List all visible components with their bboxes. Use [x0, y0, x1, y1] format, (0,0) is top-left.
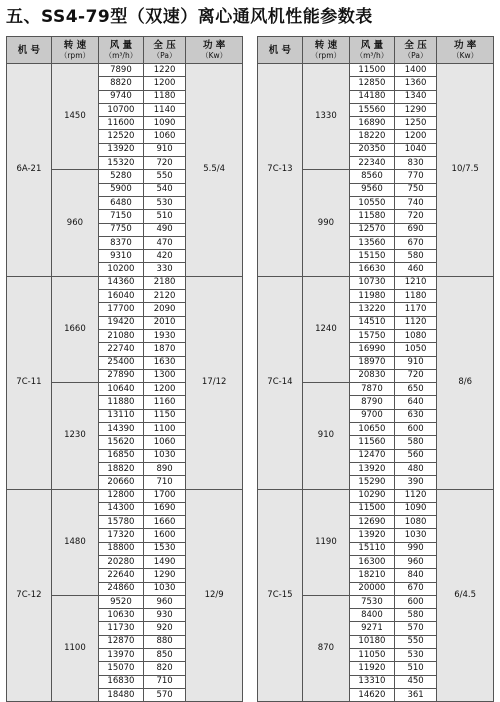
pressure-cell: 770 [394, 170, 436, 183]
pressure-cell: 1050 [394, 343, 436, 356]
pressure-cell: 1080 [394, 516, 436, 529]
pressure-cell: 1030 [394, 529, 436, 542]
flow-cell: 14360 [99, 276, 144, 289]
header-flow: 风 量 （m³/h） [350, 37, 395, 64]
pressure-cell: 910 [143, 143, 185, 156]
pressure-cell: 570 [394, 622, 436, 635]
pressure-cell: 1600 [143, 529, 185, 542]
flow-cell: 10180 [350, 635, 395, 648]
flow-cell: 14510 [350, 316, 395, 329]
flow-cell: 11600 [99, 117, 144, 130]
flow-cell: 16850 [99, 449, 144, 462]
flow-cell: 14620 [350, 688, 395, 701]
pressure-cell: 830 [394, 157, 436, 170]
flow-cell: 7870 [350, 383, 395, 396]
model-cell: 7C-15 [258, 489, 303, 702]
flow-cell: 12690 [350, 516, 395, 529]
flow-cell: 8560 [350, 170, 395, 183]
pressure-cell: 1080 [394, 329, 436, 342]
header-power-unit: （Kw） [452, 51, 479, 60]
table-row [258, 276, 494, 289]
speed-cell: 990 [302, 170, 349, 276]
pressure-cell: 1250 [394, 117, 436, 130]
pressure-cell: 530 [394, 649, 436, 662]
flow-cell: 7750 [99, 223, 144, 236]
pressure-cell: 720 [394, 210, 436, 223]
header-speed: 转 速 （rpm） [302, 37, 349, 64]
pressure-cell: 990 [394, 542, 436, 555]
flow-cell: 13920 [99, 143, 144, 156]
page-title: 五、SS4-79型（双速）离心通风机性能参数表 [6, 7, 373, 27]
pressure-cell: 640 [394, 396, 436, 409]
pressure-cell: 1220 [143, 64, 185, 77]
flow-cell: 17320 [99, 529, 144, 542]
pressure-cell: 630 [394, 409, 436, 422]
pressure-cell: 1120 [394, 489, 436, 502]
flow-cell: 11500 [350, 64, 395, 77]
flow-cell: 12850 [350, 77, 395, 90]
pressure-cell: 650 [394, 383, 436, 396]
flow-cell: 10700 [99, 103, 144, 116]
table-header-row [7, 37, 243, 64]
pressure-cell: 1040 [394, 143, 436, 156]
pressure-cell: 720 [143, 157, 185, 170]
model-cell: 7C-14 [258, 276, 303, 489]
flow-cell: 9520 [99, 595, 144, 608]
pressure-cell: 490 [143, 223, 185, 236]
flow-cell: 13560 [350, 236, 395, 249]
header-speed: 转 速 （rpm） [51, 37, 98, 64]
flow-cell: 21080 [99, 329, 144, 342]
pressure-cell: 1930 [143, 329, 185, 342]
flow-cell: 22740 [99, 343, 144, 356]
pressure-cell: 390 [394, 476, 436, 489]
speed-cell: 1240 [302, 276, 349, 382]
header-pressure-unit: （Pa） [152, 51, 177, 60]
header-power: 功 率 （Kw） [186, 37, 243, 64]
flow-cell: 8820 [99, 77, 144, 90]
pressure-cell: 670 [394, 236, 436, 249]
pressure-cell: 820 [143, 662, 185, 675]
pressure-cell: 1180 [143, 90, 185, 103]
flow-cell: 16630 [350, 263, 395, 276]
pressure-cell: 960 [394, 555, 436, 568]
pressure-cell: 1030 [143, 449, 185, 462]
flow-cell: 13110 [99, 409, 144, 422]
table-row [7, 489, 243, 502]
flow-cell: 15780 [99, 516, 144, 529]
pressure-cell: 420 [143, 250, 185, 263]
header-power: 功 率 （Kw） [437, 37, 494, 64]
flow-cell: 10730 [350, 276, 395, 289]
power-cell: 8/6 [437, 276, 494, 489]
pressure-cell: 2120 [143, 290, 185, 303]
flow-cell: 12870 [99, 635, 144, 648]
flow-cell: 11980 [350, 290, 395, 303]
header-flow-unit: （m³/h） [355, 51, 389, 60]
flow-cell: 15750 [350, 329, 395, 342]
flow-cell: 11920 [350, 662, 395, 675]
flow-cell: 16830 [99, 675, 144, 688]
pressure-cell: 1290 [394, 103, 436, 116]
flow-cell: 10640 [99, 383, 144, 396]
flow-cell: 22640 [99, 569, 144, 582]
pressure-cell: 920 [143, 622, 185, 635]
flow-cell: 7150 [99, 210, 144, 223]
pressure-cell: 450 [394, 675, 436, 688]
flow-cell: 9700 [350, 409, 395, 422]
performance-table-right [257, 36, 494, 702]
pressure-cell: 1090 [394, 502, 436, 515]
pressure-cell: 570 [143, 688, 185, 701]
flow-cell: 12520 [99, 130, 144, 143]
pressure-cell: 550 [394, 635, 436, 648]
flow-cell: 12800 [99, 489, 144, 502]
speed-cell: 1330 [302, 64, 349, 170]
flow-cell: 5900 [99, 183, 144, 196]
pressure-cell: 1630 [143, 356, 185, 369]
pressure-cell: 580 [394, 609, 436, 622]
pressure-cell: 1180 [394, 290, 436, 303]
pressure-cell: 2090 [143, 303, 185, 316]
pressure-cell: 460 [394, 263, 436, 276]
pressure-cell: 530 [143, 196, 185, 209]
flow-cell: 13310 [350, 675, 395, 688]
pressure-cell: 1150 [143, 409, 185, 422]
pressure-cell: 1290 [143, 569, 185, 582]
flow-cell: 15620 [99, 436, 144, 449]
pressure-cell: 1660 [143, 516, 185, 529]
flow-cell: 8790 [350, 396, 395, 409]
flow-cell: 15560 [350, 103, 395, 116]
pressure-cell: 1140 [143, 103, 185, 116]
flow-cell: 9560 [350, 183, 395, 196]
table-row [7, 64, 243, 77]
speed-cell: 1660 [51, 276, 98, 382]
flow-cell: 9310 [99, 250, 144, 263]
pressure-cell: 1690 [143, 502, 185, 515]
flow-cell: 18800 [99, 542, 144, 555]
model-cell: 7C-13 [258, 64, 303, 277]
flow-cell: 11500 [350, 502, 395, 515]
power-cell: 12/9 [186, 489, 243, 702]
table-body-left [7, 64, 243, 702]
pressure-cell: 890 [143, 462, 185, 475]
speed-cell: 1230 [51, 383, 98, 489]
pressure-cell: 880 [143, 635, 185, 648]
pressure-cell: 1490 [143, 555, 185, 568]
flow-cell: 17700 [99, 303, 144, 316]
flow-cell: 15150 [350, 250, 395, 263]
flow-cell: 20000 [350, 582, 395, 595]
pressure-cell: 1200 [143, 383, 185, 396]
pressure-cell: 1200 [143, 77, 185, 90]
header-pressure-unit: （Pa） [403, 51, 428, 60]
flow-cell: 10650 [350, 423, 395, 436]
flow-cell: 16990 [350, 343, 395, 356]
model-cell: 7C-12 [7, 489, 52, 702]
flow-cell: 16300 [350, 555, 395, 568]
speed-cell: 870 [302, 595, 349, 701]
header-flow-unit: （m³/h） [104, 51, 138, 60]
pressure-cell: 1400 [394, 64, 436, 77]
model-cell: 6A-21 [7, 64, 52, 277]
flow-cell: 18480 [99, 688, 144, 701]
pressure-cell: 1210 [394, 276, 436, 289]
pressure-cell: 1340 [394, 90, 436, 103]
performance-table-left [6, 36, 243, 702]
pressure-cell: 560 [394, 449, 436, 462]
pressure-cell: 710 [143, 476, 185, 489]
pressure-cell: 750 [394, 183, 436, 196]
flow-cell: 8370 [99, 236, 144, 249]
pressure-cell: 720 [394, 369, 436, 382]
pressure-cell: 580 [394, 250, 436, 263]
pressure-cell: 1300 [143, 369, 185, 382]
pressure-cell: 600 [394, 423, 436, 436]
pressure-cell: 1360 [394, 77, 436, 90]
pressure-cell: 1060 [143, 130, 185, 143]
flow-cell: 16890 [350, 117, 395, 130]
pressure-cell: 1160 [143, 396, 185, 409]
speed-cell: 1100 [51, 595, 98, 701]
flow-cell: 13220 [350, 303, 395, 316]
flow-cell: 10550 [350, 196, 395, 209]
flow-cell: 10200 [99, 263, 144, 276]
pressure-cell: 330 [143, 263, 185, 276]
flow-cell: 9740 [99, 90, 144, 103]
flow-cell: 13920 [350, 462, 395, 475]
flow-cell: 10290 [350, 489, 395, 502]
flow-cell: 25400 [99, 356, 144, 369]
header-speed-unit: （rpm） [59, 51, 90, 60]
table-body-right [258, 64, 494, 702]
pressure-cell: 470 [143, 236, 185, 249]
flow-cell: 18220 [350, 130, 395, 143]
pressure-cell: 710 [143, 675, 185, 688]
flow-cell: 13920 [350, 529, 395, 542]
pressure-cell: 1530 [143, 542, 185, 555]
speed-cell: 910 [302, 383, 349, 489]
pressure-cell: 1700 [143, 489, 185, 502]
header-power-unit: （Kw） [201, 51, 228, 60]
pressure-cell: 2010 [143, 316, 185, 329]
table-row [258, 489, 494, 502]
flow-cell: 13970 [99, 649, 144, 662]
pressure-cell: 480 [394, 462, 436, 475]
header-speed-unit: （rpm） [310, 51, 341, 60]
flow-cell: 12570 [350, 223, 395, 236]
pressure-cell: 1060 [143, 436, 185, 449]
pressure-cell: 540 [143, 183, 185, 196]
flow-cell: 18210 [350, 569, 395, 582]
power-cell: 17/12 [186, 276, 243, 489]
flow-cell: 15320 [99, 157, 144, 170]
flow-cell: 12470 [350, 449, 395, 462]
pressure-cell: 840 [394, 569, 436, 582]
table-header-row [258, 37, 494, 64]
flow-cell: 27890 [99, 369, 144, 382]
header-model: 机 号 [258, 37, 303, 64]
flow-cell: 5280 [99, 170, 144, 183]
speed-cell: 1480 [51, 489, 98, 595]
power-cell: 10/7.5 [437, 64, 494, 277]
flow-cell: 11880 [99, 396, 144, 409]
flow-cell: 19420 [99, 316, 144, 329]
speed-cell: 960 [51, 170, 98, 276]
flow-cell: 8400 [350, 609, 395, 622]
flow-cell: 20830 [350, 369, 395, 382]
table-row [7, 276, 243, 289]
pressure-cell: 1100 [143, 423, 185, 436]
flow-cell: 16040 [99, 290, 144, 303]
flow-cell: 10630 [99, 609, 144, 622]
model-cell: 7C-11 [7, 276, 52, 489]
header-flow: 风 量 （m³/h） [99, 37, 144, 64]
pressure-cell: 600 [394, 595, 436, 608]
pressure-cell: 1870 [143, 343, 185, 356]
flow-cell: 14180 [350, 90, 395, 103]
flow-cell: 15110 [350, 542, 395, 555]
pressure-cell: 1200 [394, 130, 436, 143]
flow-cell: 11560 [350, 436, 395, 449]
flow-cell: 6480 [99, 196, 144, 209]
pressure-cell: 580 [394, 436, 436, 449]
flow-cell: 14390 [99, 423, 144, 436]
header-pressure: 全 压 （Pa） [394, 37, 436, 64]
power-cell: 6/4.5 [437, 489, 494, 702]
flow-cell: 15070 [99, 662, 144, 675]
flow-cell: 18970 [350, 356, 395, 369]
pressure-cell: 910 [394, 356, 436, 369]
flow-cell: 20350 [350, 143, 395, 156]
flow-cell: 11730 [99, 622, 144, 635]
flow-cell: 20660 [99, 476, 144, 489]
power-cell: 5.5/4 [186, 64, 243, 277]
pressure-cell: 930 [143, 609, 185, 622]
flow-cell: 20280 [99, 555, 144, 568]
flow-cell: 9271 [350, 622, 395, 635]
pressure-cell: 1090 [143, 117, 185, 130]
pressure-cell: 670 [394, 582, 436, 595]
flow-cell: 18820 [99, 462, 144, 475]
pressure-cell: 1170 [394, 303, 436, 316]
flow-cell: 11050 [350, 649, 395, 662]
header-pressure: 全 压 （Pa） [143, 37, 185, 64]
pressure-cell: 2180 [143, 276, 185, 289]
speed-cell: 1450 [51, 64, 98, 170]
header-model: 机 号 [7, 37, 52, 64]
speed-cell: 1190 [302, 489, 349, 595]
pressure-cell: 850 [143, 649, 185, 662]
flow-cell: 7530 [350, 595, 395, 608]
pressure-cell: 1120 [394, 316, 436, 329]
pressure-cell: 510 [143, 210, 185, 223]
flow-cell: 7890 [99, 64, 144, 77]
pressure-cell: 510 [394, 662, 436, 675]
flow-cell: 14300 [99, 502, 144, 515]
flow-cell: 11580 [350, 210, 395, 223]
pressure-cell: 740 [394, 196, 436, 209]
pressure-cell: 550 [143, 170, 185, 183]
flow-cell: 15290 [350, 476, 395, 489]
pressure-cell: 690 [394, 223, 436, 236]
flow-cell: 22340 [350, 157, 395, 170]
pressure-cell: 960 [143, 595, 185, 608]
table-row [258, 64, 494, 77]
pressure-cell: 1030 [143, 582, 185, 595]
pressure-cell: 361 [394, 688, 436, 701]
flow-cell: 24860 [99, 582, 144, 595]
